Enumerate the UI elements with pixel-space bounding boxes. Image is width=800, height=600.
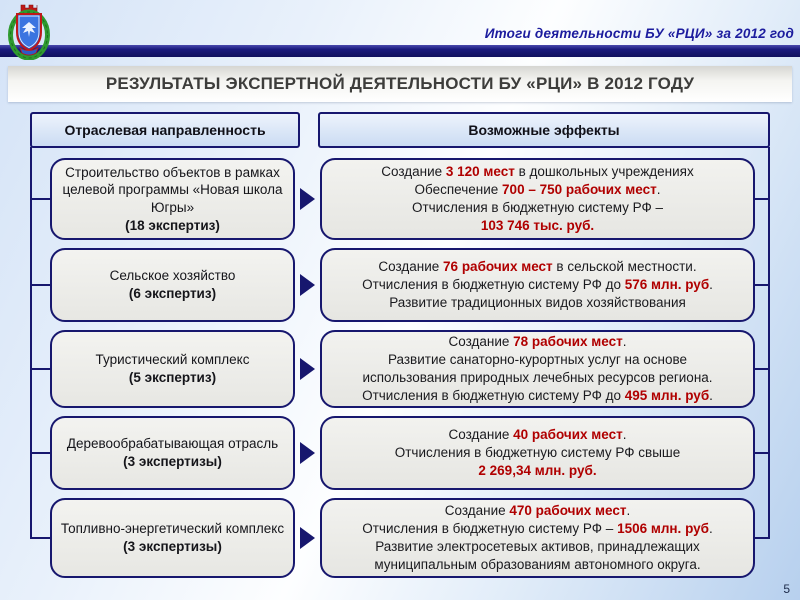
effect-highlight: 700 – 750 рабочих мест: [502, 182, 657, 198]
effect-text: .: [708, 521, 713, 537]
sector-count: (5 экспертиз): [128, 370, 217, 385]
effect-line: [332, 444, 743, 462]
sector-box: [50, 330, 295, 408]
effect-line: [332, 462, 743, 480]
effect-line: [332, 163, 743, 181]
column-header-sectors: Отраслевая направленность: [30, 112, 300, 148]
slide-number: 5: [783, 582, 790, 596]
arrow-cell: [295, 416, 320, 490]
effect-box: [320, 416, 755, 490]
effect-text: .: [709, 277, 713, 293]
sector-label: Топливно-энергетический комплекс: [60, 521, 285, 537]
effect-line: [332, 217, 743, 235]
yugra-coat-of-arms-icon: [8, 4, 50, 60]
effect-text: Создание: [378, 259, 444, 275]
arrow-right-icon: [300, 188, 315, 210]
sector-count: (3 экспертизы): [123, 539, 222, 554]
effect-text: Отчисления в бюджетную систему РФ –: [362, 521, 618, 537]
effect-box: [320, 158, 755, 240]
divider-bar: [0, 45, 800, 57]
diagram-row: [30, 248, 770, 322]
sector-box: [50, 498, 295, 578]
effect-highlight: 103 746 тыс. руб.: [480, 217, 595, 233]
arrow-right-icon: [300, 358, 315, 380]
effect-highlight: 3 120 мест: [445, 164, 515, 180]
effect-text: использования природных лечебных ресурсов региона.: [362, 370, 713, 385]
effect-line: [332, 258, 743, 276]
effect-line: [332, 538, 743, 556]
top-band: [0, 0, 800, 45]
effect-text: .: [622, 427, 627, 443]
effect-highlight: 78 рабочих мест: [513, 334, 623, 350]
arrow-right-icon: [300, 527, 315, 549]
title-bar: [8, 66, 792, 102]
page-title: РЕЗУЛЬТАТЫ ЭКСПЕРТНОЙ ДЕЯТЕЛЬНОСТИ БУ «РЦИ» В 2012 ГОДУ: [105, 74, 695, 93]
effect-highlight: 576 млн. руб: [624, 277, 710, 293]
diagram-row: [30, 416, 770, 490]
effect-text: Развитие традиционных видов хозяйствования: [389, 294, 686, 310]
effect-text: Развитие электросетевых активов, принадлежащих: [375, 539, 700, 554]
sector-box: [50, 248, 295, 322]
effect-line: [332, 333, 743, 351]
sector-label: Деревообрабатывающая отрасль: [66, 436, 279, 452]
sector-count: (3 экспертизы): [123, 454, 222, 469]
effect-box: [320, 498, 755, 578]
effect-line: [332, 426, 743, 444]
sector-label: Строительство объектов в рамках целевой программы «Новая школа Югры»: [62, 164, 283, 215]
effect-box: [320, 330, 755, 408]
effect-line: [332, 294, 743, 312]
sector-count: (18 экспертиз): [125, 217, 220, 233]
effect-highlight: 470 рабочих мест: [509, 503, 627, 519]
arrow-right-icon: [300, 442, 315, 464]
effect-text: .: [709, 387, 713, 403]
diagram-row: [30, 498, 770, 578]
effect-line: [332, 351, 743, 369]
column-header-effects: Возможные эффекты: [318, 112, 770, 148]
effect-text: Отчисления в бюджетную систему РФ –: [411, 200, 664, 215]
effect-text: Создание: [448, 427, 514, 443]
arrow-cell: [295, 498, 320, 578]
effect-highlight: 40 рабочих мест: [513, 427, 623, 443]
effect-highlight: 1506 млн. руб: [617, 521, 709, 537]
diagram-row: [30, 330, 770, 408]
effect-text: Отчисления в бюджетную систему РФ до: [362, 277, 625, 293]
effect-text: .: [622, 334, 627, 350]
sector-box: [50, 158, 295, 240]
sector-count: (6 экспертиз): [128, 286, 217, 301]
effect-text: .: [626, 503, 631, 519]
arrow-cell: [295, 248, 320, 322]
diagram-row: [30, 158, 770, 240]
diagram-rows: [30, 158, 770, 586]
effect-line: [332, 369, 743, 387]
effect-text: в дошкольных учреждениях: [514, 164, 694, 180]
effect-text: Создание: [448, 334, 514, 350]
effect-line: [332, 520, 743, 538]
sector-label: Сельское хозяйство: [109, 268, 236, 284]
effect-text: .: [656, 182, 661, 198]
effect-line: [332, 199, 743, 217]
effect-line: [332, 387, 743, 405]
effect-text: Отчисления в бюджетную систему РФ до: [362, 387, 625, 403]
sector-label: Туристический комплекс: [95, 352, 250, 368]
arrow-right-icon: [300, 274, 315, 296]
effect-text: Создание: [444, 503, 510, 519]
effect-line: [332, 276, 743, 294]
effect-text: Отчисления в бюджетную систему РФ свыше: [394, 445, 681, 461]
effect-highlight: 495 млн. руб: [624, 387, 710, 403]
sector-box: [50, 416, 295, 490]
effect-box: [320, 248, 755, 322]
slide-header-note: Итоги деятельности БУ «РЦИ» за 2012 год: [484, 26, 794, 41]
effect-text: Обеспечение: [414, 182, 503, 198]
effect-line: [332, 502, 743, 520]
arrow-cell: [295, 330, 320, 408]
effect-text: в сельской местности.: [552, 259, 697, 275]
effect-line: [332, 556, 743, 574]
effect-highlight: 76 рабочих мест: [443, 259, 553, 275]
effect-text: Развитие санаторно-курортных услуг на основе: [387, 352, 688, 368]
effect-text: муниципальным образованиям автономного округа.: [374, 556, 701, 572]
effect-text: Создание: [381, 164, 446, 180]
arrow-cell: [295, 158, 320, 240]
effect-line: [332, 181, 743, 199]
effect-highlight: 2 269,34 млн. руб.: [478, 462, 597, 478]
